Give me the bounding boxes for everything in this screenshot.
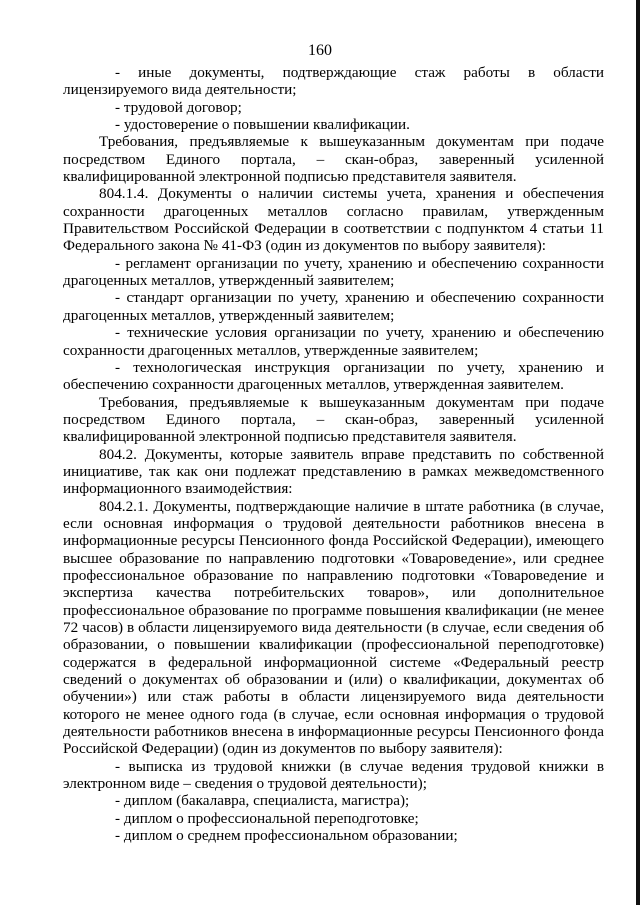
paragraph-list-item: - иные документы, подтверждающие стаж работы в области лицензируемого вида деятельности; xyxy=(63,64,604,99)
paragraph-requirements: Требования, предъявляемые к вышеуказанным документам при подаче посредством Единого портала, – скан-образ, заверенный усиленной квалифицированной электронной подписью представителя заявителя. xyxy=(63,393,604,446)
paragraph-list-item: - трудовой договор; xyxy=(115,98,242,116)
paragraph-list-item: - стандарт организации по учету, хранению и обеспечению сохранности драгоценных металлов, утвержденный заявителем; xyxy=(63,289,604,324)
paragraph-clause-804-1-4: 804.1.4. Документы о наличии системы учета, хранения и обеспечения сохранности драгоценных металлов согласно правилам, утвержденным Правительством Российской Федерации в соответствии с подпунктом 4 статьи 11 Федерального закона № 41-ФЗ (один из документов по выбору заявителя): xyxy=(63,185,604,255)
paragraph-list-item: - технические условия организации по учету, хранению и обеспечению сохранности драгоценных металлов, утвержденные заявителем; xyxy=(63,324,604,359)
page-number: 160 xyxy=(308,42,332,59)
paragraph-list-item: - диплом (бакалавра, специалиста, магистра); xyxy=(115,792,410,810)
paragraph-list-item: - удостоверение о повышении квалификации. xyxy=(115,116,410,134)
paragraph-list-item: - регламент организации по учету, хранению и обеспечению сохранности драгоценных металлов, утвержденный заявителем; xyxy=(63,254,604,290)
paragraph-list-item: - диплом о профессиональной переподготовке; xyxy=(115,809,419,827)
paragraph-list-item: - технологическая инструкция организации по учету, хранению и обеспечению сохранности драгоценных металлов, утвержденная заявителем. xyxy=(63,358,604,394)
paragraph-clause-804-2-1: 804.2.1. Документы, подтверждающие наличие в штате работника (в случае, если основная информация о трудовой деятельности работников внесена в информационные ресурсы Пенсионного фонда Российской Федерации), имеющего высшее образование по направлению подготовки «Товароведение», или среднее профессиональное образование по направлению подготовки «Товароведение и экспертиза качества потребительских товаров», или дополнительное профессиональное образование по программе повышения квалификации (не менее 72 часов) в области лицензируемого вида деятельности (в случае, если сведения об образовании, о повышении квалификации (профессиональной переподготовке) содержатся в федеральной информационной системе «Федеральный реестр сведений о документах об образовании и (или) о квалификации, документах об обучении») или стаж работы в области лицензируемого вида деятельности которого не менее одного года (в случае, если основная информация о трудовой деятельности работников внесена в информационные ресурсы Пенсионного фонда Российской Федерации) (один из документов по выбору заявителя): xyxy=(63,497,604,758)
paragraph-clause-804-2: 804.2. Документы, которые заявитель вправе представить по собственной инициативе, так как они подлежат представлению в рамках межведомственного информационного взаимодействия: xyxy=(63,445,604,498)
page-edge-border xyxy=(636,0,640,905)
paragraph-list-item: - выписка из трудовой книжки (в случае ведения трудовой книжки в электронном виде – сведения о трудовой деятельности); xyxy=(63,757,604,793)
document-body xyxy=(63,64,604,844)
paragraph-requirements: Требования, предъявляемые к вышеуказанным документам при подаче посредством Единого портала, – скан-образ, заверенный усиленной квалифицированной электронной подписью представителя заявителя. xyxy=(63,133,604,186)
paragraph-list-item: - диплом о среднем профессиональном образовании; xyxy=(115,827,458,845)
